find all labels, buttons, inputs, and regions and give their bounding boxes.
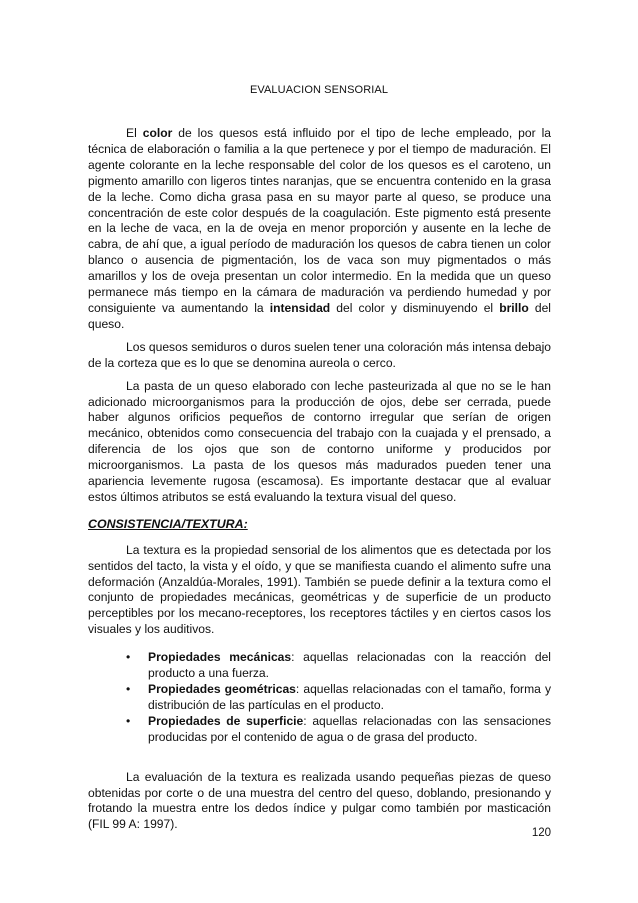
text-segment: El (126, 126, 143, 140)
paragraph-color (88, 126, 551, 333)
bullet-icon: • (126, 713, 131, 728)
section-title-consistencia: CONSISTENCIA/TEXTURA: (88, 516, 248, 531)
list-item-term: Propiedades geométricas (148, 682, 296, 696)
page-header: EVALUACION SENSORIAL (249, 84, 389, 96)
paragraph-aureola: Los quesos semiduros o duros suelen tener una coloración más intensa debajo de la corteza que es lo que se denomina aureola o cerco. (88, 339, 551, 370)
list-item-geometricas (126, 682, 551, 714)
list-item-text: : aquellas relacionadas con las sensaciones producidas por el contenido de agua o de grasa del producto. (148, 713, 551, 744)
bullet-icon: • (126, 682, 131, 696)
bold-term-intensidad: intensidad (269, 300, 331, 315)
text-segment: del color y disminuyendo el (330, 300, 500, 315)
paragraph-pasta: La pasta de un queso elaborado con leche pasteurizada al que no se le han adicionado microorganismos para la producción de ojos, debe ser cerrada, puede haber algunos orificios pequeños de contorno irregular que serían de origen mecánico, obtenidos como consecuencia del trabajo con la cuajada y el prensado, a diferencia de los ojos que son de contorno uniforme y producidos por microorganismos. La pasta de los quesos más madurados pueden tener una apariencia levemente rugosa (escamosa). Es importante destacar que al evaluar estos últimos atributos se está evaluando la textura visual del queso. (88, 378, 551, 504)
list-item-text: : aquellas relacionadas con el tamaño, forma y distribución de las partículas en el producto. (148, 682, 552, 712)
paragraph-evaluacion: La evaluación de la textura es realizada usando pequeñas piezas de queso obtenidas por corte o de una muestra del centro del queso, doblando, presionando y frotando la muestra entre los dedos índice y pulgar como también por masticación (FIL 99 A: 1997). (88, 769, 551, 832)
bold-term-color: color (142, 126, 173, 140)
paragraph-textura: La textura es la propiedad sensorial de los alimentos que es detectada por los sentidos del tacto, la vista y el oído, y que se manifiesta cuando el alimento sufre una deformación (Anzaldúa-Morales, 1991). También se puede definir a la textura como el conjunto de propiedades mecánicas, geométricas y de superficie de un producto perceptibles por los mecano-receptores, los receptores táctiles y en ciertos casos los visuales y los auditivos. (88, 542, 551, 637)
list-item-term: Propiedades de superficie (148, 713, 304, 728)
page-content (88, 126, 551, 833)
bold-term-brillo: brillo (499, 300, 529, 315)
list-item-term: Propiedades mecánicas (148, 650, 292, 665)
list-item-mecanicas (126, 650, 551, 682)
properties-list (88, 650, 551, 745)
list-item-superficie (126, 714, 551, 746)
text-segment: del queso. (88, 300, 551, 331)
list-item-text: : aquellas relacionadas con la reacción del producto a una fuerza. (148, 650, 551, 681)
bullet-icon: • (126, 650, 131, 665)
page-number: 120 (531, 827, 551, 839)
text-segment: de los quesos está influido por el tipo de leche empleado, por la técnica de elaboración o familia a la que pertenece y por el tiempo de maduración. El agente colorante en la leche responsable del color de los quesos es el caroteno, un pigmento amarillo con ligeros tintes naranjas, que se encuentra contenido en la grasa de la leche. Como dicha grasa pasa en su mayor parte al queso, se produce una concentración de este color después de la coagulación. Este pigmento está presente en la leche de vaca, en la de oveja en menor proporción y ausente en la leche de cabra, de ahí que, a igual período de maduración los quesos de cabra tienen un color blanco o ausencia de pigmentación, los de vaca son muy pigmentados o más amarillos y los de oveja presentan un color intermedio. En la medida que un queso permanece más tiempo en la cámara de maduración va perdiendo humedad y por consiguiente va aumentando la (88, 126, 551, 315)
